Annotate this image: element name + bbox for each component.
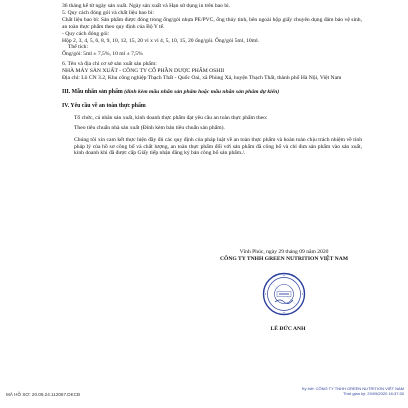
manufacturer-heading: 6. Tên và địa chỉ cơ sở sản xuất sản phẩm: [62,61,157,68]
label-section-note: (đính kèm mẫu nhãn sản phẩm hoặc mẫu nhãn sản phẩm dự kiến) [124,88,280,95]
food-safety-line-2: Theo tiêu chuẩn nhà sản xuất (Đính kèm bản tiêu chuẩn sản phẩm). [74,124,225,131]
manufacturer-name: NHÀ MÁY SẢN XUẤT - CÔNG TY CỔ PHẦN DƯỢC PHẨM OSHII [62,68,225,75]
signed-time: Thời gian ký: 29/09/2020 16:37:30 [343,391,404,396]
food-safety-line-1: Tổ chức, cá nhân sản xuất, kinh doanh thực phẩm đạt yêu cầu an toàn thực phẩm theo: [74,114,268,121]
signer-name: LÊ ĐỨC ANH [270,326,306,332]
label-section [62,89,362,96]
label-section-title: III. Mẫu nhãn sản phẩm [62,88,123,95]
volume-value: Ống/gói: 5ml ± 7,5%, 10 ml ± 7,5% [62,51,143,58]
commitment-paragraph: Chúng tôi xin cam kết thực hiện đầy đủ các quy định của pháp luật về an toàn thực phẩm và hoàn toàn chịu trách nhiệm về tính pháp lý của hồ sơ công bố và chất lượng, an toàn thực phẩm đối với sản phẩm đã công bố và chỉ đưa sản phẩm vào sản xuất, kinh doanh khi đã được cấp Giấy tiếp nhận đăng ký bản công bố sản phẩm./. [74,136,362,157]
manufacturer-address: Địa chỉ: Lô CN 3.2, Khu công nghiệp Thạch Thất - Quốc Oai, xã Phùng Xá, huyện Thạch Thất, thành phố Hà Nội, Việt Nam [62,75,342,82]
packaging-spec: Hộp 2, 3, 4, 5, 6, 8, 9, 10, 12, 15, 20 vỉ x vỉ 4, 5, 10, 15, 20 ống/gói. Ống/gói 5ml, 10ml. [62,37,260,44]
signature-block [214,249,354,316]
company-name: CÔNG TY TNHH GREEN NUTRITION VIỆT NAM [219,255,349,262]
record-code: MÃ HỒ SƠ: 20.09.24.112067.DKCB [6,392,81,397]
digital-signature-info [286,386,404,396]
company-stamp-icon [262,272,306,316]
food-safety-heading: IV. Yêu cầu về an toàn thực phẩm [62,102,146,109]
signed-by: Ký bởi: CÔNG TY TNHH GREEN NUTRITION VIỆT NAM [301,386,404,391]
document-body [62,3,362,157]
shelf-life-line: 36 tháng kể từ ngày sản xuất. Ngày sản xuất và Hạn sử dụng in trên bao bì. [62,3,231,9]
packaging-spec-heading: - Quy cách đóng gói: [62,30,110,37]
packaging-material: Chất liệu bao bì: Sản phẩm được đóng trong ống/gói nhựa PE/PVC, ống thủy tinh, bên ngoài hộp giấy chuyên dụng đảm bảo vệ sinh, an toàn thực phẩm theo quy định của Bộ Y tế. [62,16,362,30]
packaging-heading: 5. Quy cách đóng gói và chất liệu bao bì: [62,9,154,16]
volume-label: Thể tích: [68,44,89,51]
place-date: Vĩnh Phúc, ngày 29 tháng 09 năm 2020 [239,249,329,255]
